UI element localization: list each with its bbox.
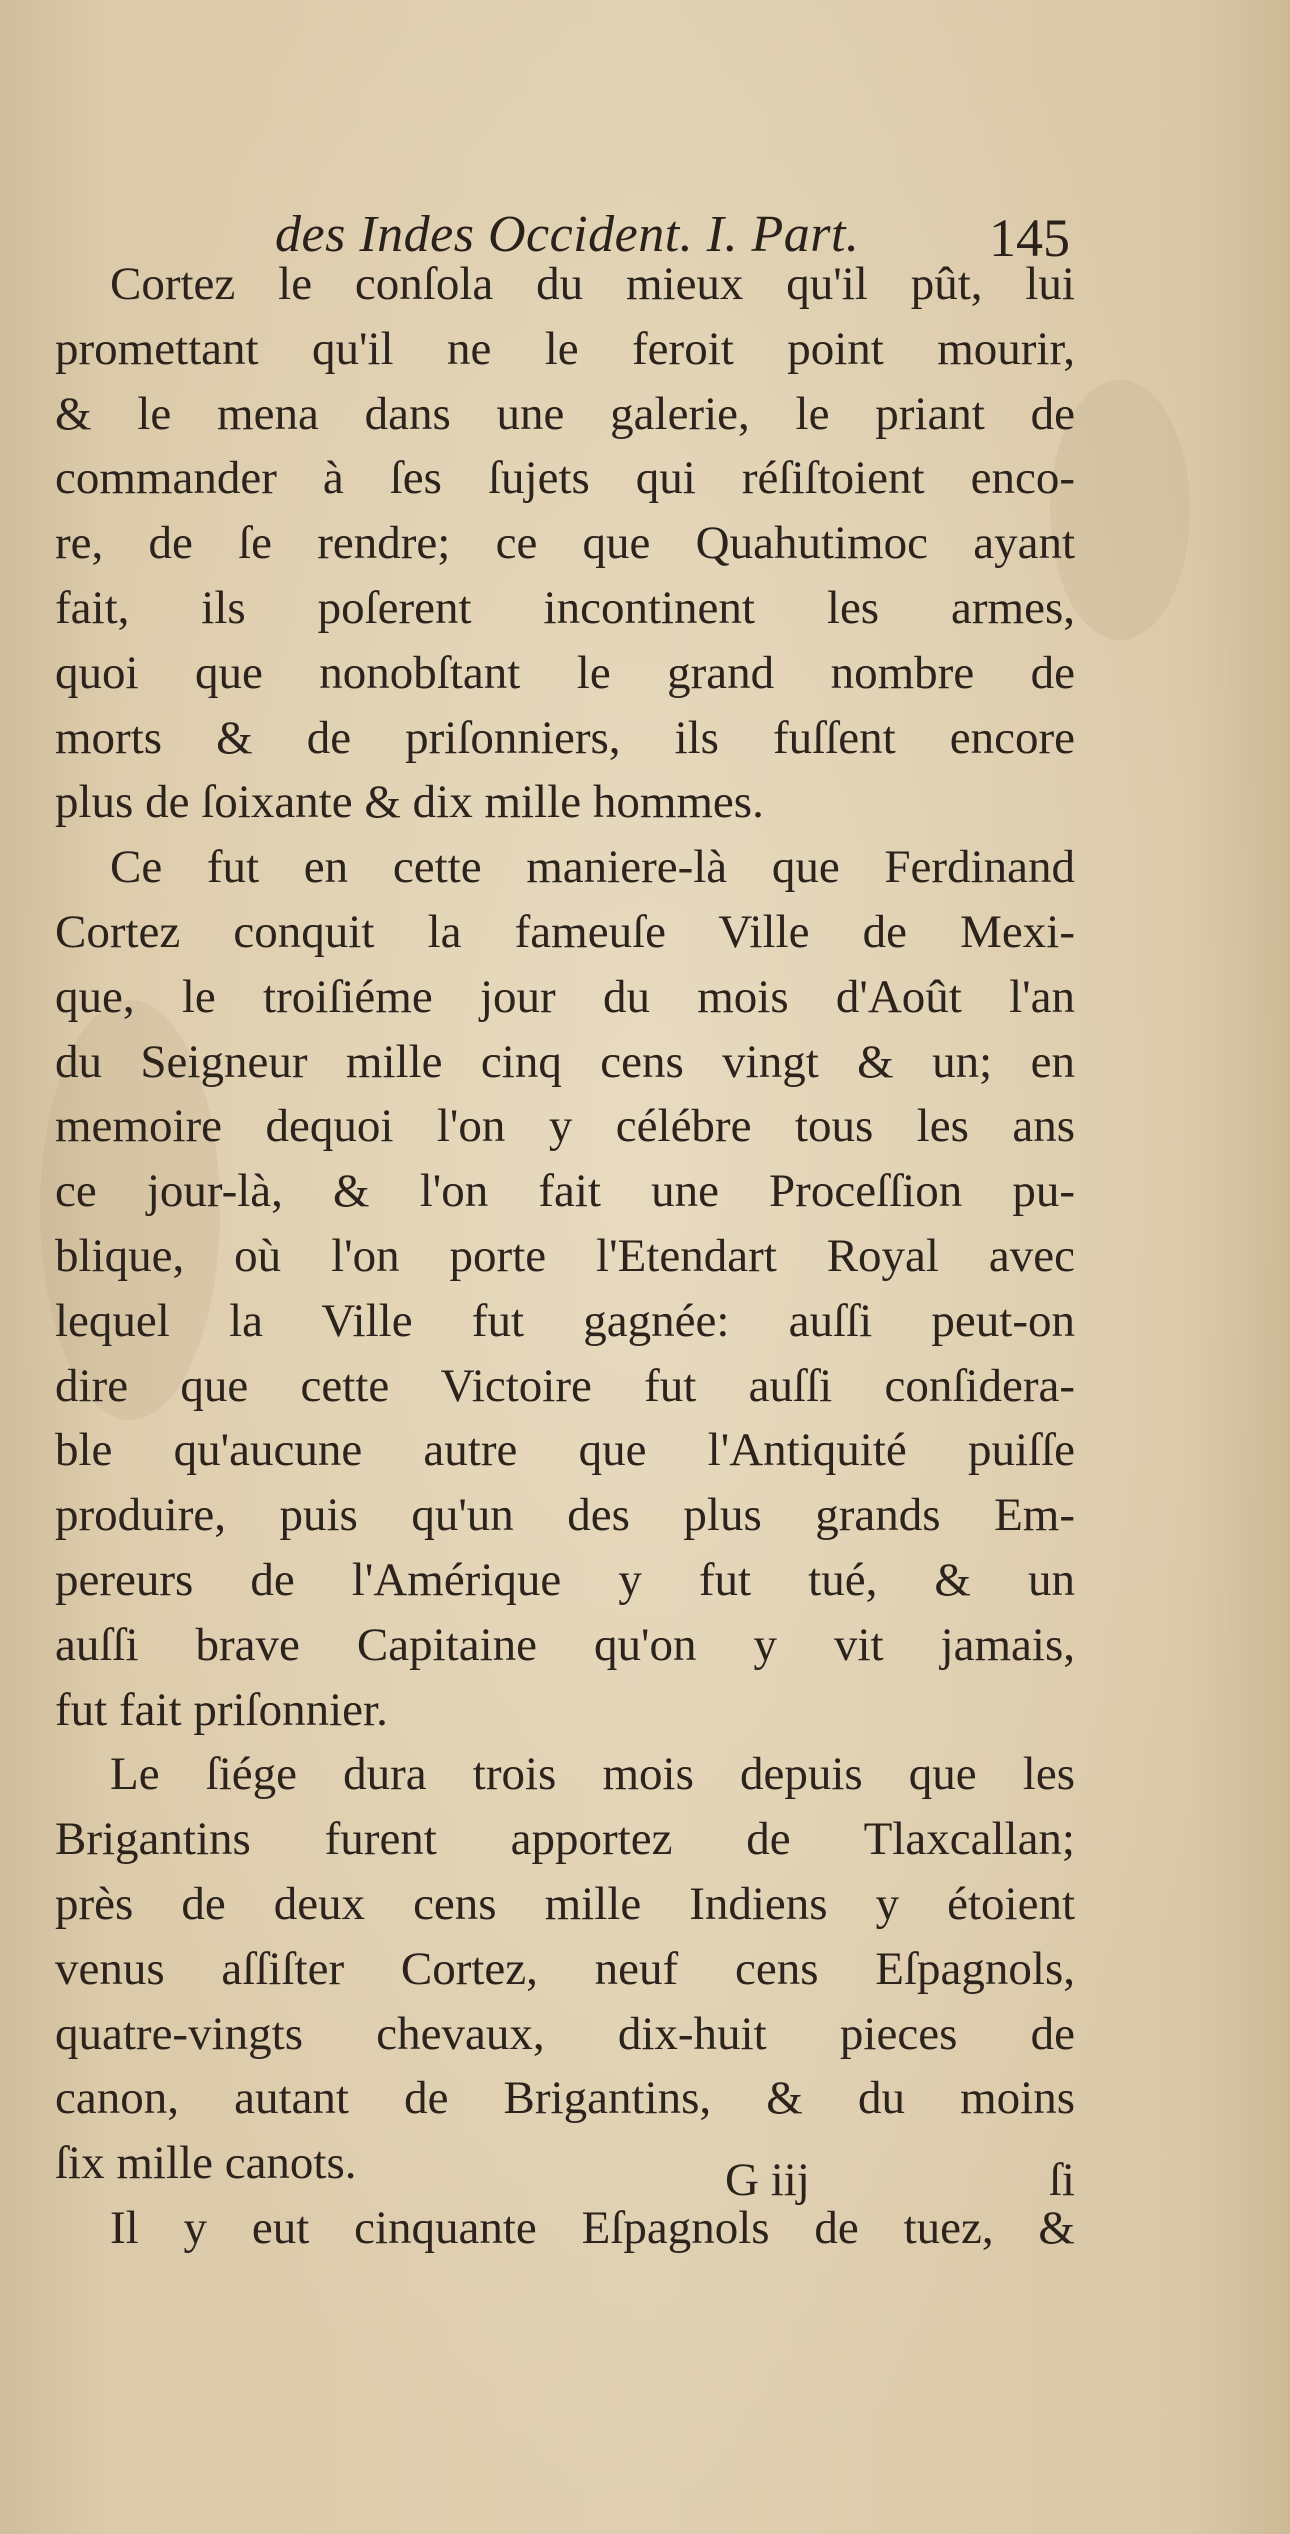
text-line: & le mena dans une galerie, le priant de bbox=[55, 387, 1075, 440]
text-line: venus aſſiſter Cortez, neuf cens Eſpagnols, bbox=[55, 1942, 1075, 1995]
text-line: produire, puis qu'un des plus grands Em- bbox=[55, 1489, 1075, 1542]
text-line: re, de ſe rendre; ce que Quahutimoc ayant bbox=[55, 517, 1075, 570]
text-line: quatre-vingts chevaux, dix-huit pieces de bbox=[55, 2007, 1075, 2060]
text-line: fut fait priſonnier. bbox=[55, 1683, 388, 1736]
text-line: blique, où l'on porte l'Etendart Royal avec bbox=[55, 1229, 1075, 1282]
text-line: quoi que nonobſtant le grand nombre de bbox=[55, 646, 1075, 699]
text-line: ſix mille canots. bbox=[55, 2137, 357, 2190]
text-line: dire que cette Victoire fut auſſi conſidera- bbox=[55, 1359, 1075, 1412]
page-footer bbox=[55, 2153, 1075, 2218]
text-line: Ce fut en cette maniere-là que Ferdinand bbox=[110, 841, 1075, 894]
page-number: 145 bbox=[989, 208, 1070, 268]
text-line: canon, autant de Brigantins, & du moins bbox=[55, 2072, 1075, 2125]
text-line: lequel la Ville fut gagnée: auſſi peut-on bbox=[55, 1294, 1075, 1347]
text-line: Cortez conquit la fameuſe Ville de Mexi- bbox=[55, 905, 1075, 958]
text-line: memoire dequoi l'on y célébre tous les ans bbox=[55, 1100, 1075, 1153]
text-line: plus de ſoixante & dix mille hommes. bbox=[55, 776, 764, 829]
text-line: promettant qu'il ne le feroit point mourir, bbox=[55, 322, 1075, 375]
text-line: fait, ils poſerent incontinent les armes, bbox=[55, 581, 1075, 634]
catchword: ſi bbox=[1048, 2154, 1075, 2206]
body-text bbox=[55, 252, 1075, 2261]
text-line: auſſi brave Capitaine qu'on y vit jamais, bbox=[55, 1618, 1075, 1671]
text-line: morts & de priſonniers, ils fuſſent encore bbox=[55, 711, 1075, 764]
signature-mark: G iij bbox=[725, 2154, 810, 2206]
text-line: que, le troiſiéme jour du mois d'Août l'an bbox=[55, 970, 1075, 1023]
text-line: Le ſiége dura trois mois depuis que les bbox=[110, 1748, 1075, 1801]
running-head: des Indes Occident. I. Part. bbox=[275, 206, 860, 263]
text-line: ble qu'aucune autre que l'Antiquité puiſſe bbox=[55, 1424, 1075, 1477]
text-line: du Seigneur mille cinq cens vingt & un; en bbox=[55, 1035, 1075, 1088]
text-line: commander à ſes ſujets qui réſiſtoient enco- bbox=[55, 452, 1075, 505]
text-line: près de deux cens mille Indiens y étoient bbox=[55, 1877, 1075, 1930]
text-line: ce jour-là, & l'on fait une Proceſſion pu- bbox=[55, 1165, 1075, 1218]
text-line: Brigantins furent apportez de Tlaxcallan; bbox=[55, 1813, 1075, 1866]
text-line: Cortez le conſola du mieux qu'il pût, lui bbox=[110, 258, 1075, 310]
text-line: pereurs de l'Amérique y fut tué, & un bbox=[55, 1553, 1075, 1606]
text-line: Il y eut cinquante Eſpagnols de tuez, & bbox=[110, 2201, 1075, 2254]
